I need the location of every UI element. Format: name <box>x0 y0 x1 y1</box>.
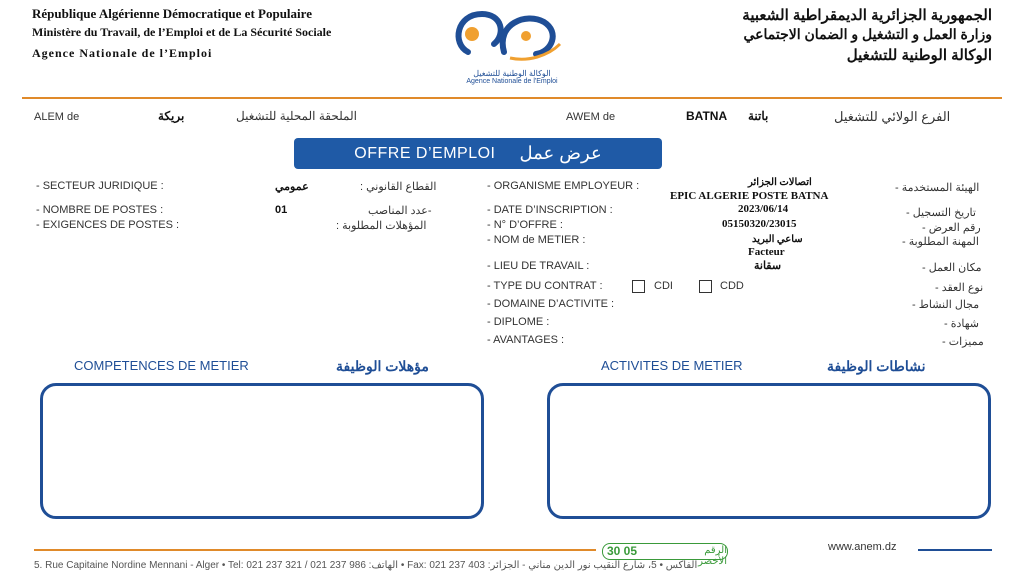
green-number-badge <box>602 543 728 567</box>
banner-ar: عرض عمل <box>519 143 602 163</box>
metier-value-ar: ساعي البريد <box>752 234 803 245</box>
banner-fr: OFFRE D’EMPLOI <box>354 144 496 162</box>
cdi-checkbox[interactable] <box>632 280 645 293</box>
secteur-value: عمومي <box>275 181 309 193</box>
date-value: 2023/06/14 <box>738 203 789 215</box>
activites-box[interactable] <box>547 383 991 519</box>
exigences-ar-label: المؤهلات المطلوبة : <box>336 220 427 232</box>
contrat-ar-label: نوع العقد - <box>935 282 984 294</box>
header-fr-line1: République Algérienne Démocratique et Populaire <box>32 6 312 21</box>
website-link[interactable]: www.anem.dz <box>828 541 897 553</box>
diplome-ar-label: شهادة - <box>944 318 980 330</box>
awem-label: AWEM de <box>566 111 616 123</box>
metier-value-fr: Facteur <box>748 246 785 258</box>
lieu-ar-label: مكان العمل - <box>922 262 982 274</box>
competences-title-ar: مؤهلات الوظيفة <box>336 358 429 374</box>
green-number: 30 05 <box>607 544 638 558</box>
header-ar-line2: وزارة العمل و التشغيل و الضمان الاجتماعي <box>743 26 992 42</box>
activites-title-ar: نشاطات الوظيفة <box>827 358 926 374</box>
header-ar-line1: الجمهورية الجزائرية الديمقراطية الشعبية <box>742 7 992 24</box>
organisme-label: - ORGANISME EMPLOYEUR : <box>487 180 640 192</box>
metier-ar-label: المهنة المطلوبة - <box>902 236 979 248</box>
lieu-value: سقانة <box>754 260 782 272</box>
footer-rule-right <box>918 549 992 551</box>
awem-value-fr: BATNA <box>686 109 728 123</box>
alem-label: ALEM de <box>34 111 80 123</box>
header-divider <box>22 97 1002 99</box>
postes-ar-label: -عدد المناصب <box>368 205 432 217</box>
avantages-ar-label: مميزات - <box>942 336 984 348</box>
postes-label: - NOMBRE DE POSTES : <box>36 204 164 216</box>
date-ar-label: تاريخ التسجيل - <box>906 207 976 219</box>
domaine-ar-label: مجال النشاط - <box>912 299 980 311</box>
header-fr-line3: Agence Nationale de l’Emploi <box>32 46 213 60</box>
organisme-ar-label: الهيئة المستخدمة - <box>895 182 980 194</box>
competences-title-fr: COMPETENCES DE METIER <box>74 358 249 373</box>
header-fr-line2: Ministère du Travail, de l’Emploi et de La Sécurité Sociale <box>32 25 332 39</box>
awem-value-ar: باتنة <box>748 109 769 123</box>
avantages-label: - AVANTAGES : <box>487 334 565 346</box>
header-ar-line3: الوكالة الوطنية للتشغيل <box>846 47 992 64</box>
anem-logo <box>448 4 576 88</box>
metier-label: - NOM de METIER : <box>487 234 586 246</box>
logo-ar-text: الوكالة الوطنية للتشغيل <box>473 69 551 78</box>
alem-value: بريكة <box>158 109 185 123</box>
cdi-label: CDI <box>654 280 673 292</box>
numero-value: 05150320/23015 <box>722 218 797 230</box>
organisme-value-ar: اتصالات الجزائر <box>748 177 812 188</box>
logo-fr-text: Agence Nationale de l'Emploi <box>466 78 558 85</box>
domaine-label: - DOMAINE D’ACTIVITE : <box>487 298 615 310</box>
organisme-value-fr: EPIC ALGERIE POSTE BATNA <box>670 190 829 202</box>
contrat-label: - TYPE DU CONTRAT : <box>487 280 603 292</box>
secteur-ar-label: القطاع القانوني : <box>360 181 437 193</box>
postes-value: 01 <box>275 204 288 216</box>
footer-rule-left <box>34 549 596 551</box>
awem-ar-label: الفرع الولائي للتشغيل <box>834 109 951 124</box>
numero-label: - N° D’OFFRE : <box>487 219 563 231</box>
exigences-label: - EXIGENCES DE POSTES : <box>36 219 180 231</box>
alem-ar-label: الملحقة المحلية للتشغيل <box>236 109 357 123</box>
secteur-label: - SECTEUR JURIDIQUE : <box>36 180 164 192</box>
date-label: - DATE D’INSCRIPTION : <box>487 204 613 216</box>
numero-ar-label: رقم العرض - <box>922 222 981 234</box>
diplome-label: - DIPLOME : <box>487 316 550 328</box>
competences-box[interactable] <box>40 383 484 519</box>
anem-logo-icon <box>448 4 576 64</box>
green-number-label: الرقم الأخضر <box>698 545 727 567</box>
activites-title-fr: ACTIVITES DE METIER <box>601 358 743 373</box>
footer-address: 5. Rue Capitaine Nordine Mennani - Alger • Tel: 021 237 321 / 021 237 986 :الهاتف • Fax: 021 237 403 :الفاكس • 5، شارع النقيب نور الدين مناني - الجزائر <box>34 560 698 571</box>
lieu-label: - LIEU DE TRAVAIL : <box>487 260 590 272</box>
offer-banner <box>294 138 662 169</box>
cdd-label: CDD <box>720 280 744 292</box>
cdd-checkbox[interactable] <box>699 280 712 293</box>
